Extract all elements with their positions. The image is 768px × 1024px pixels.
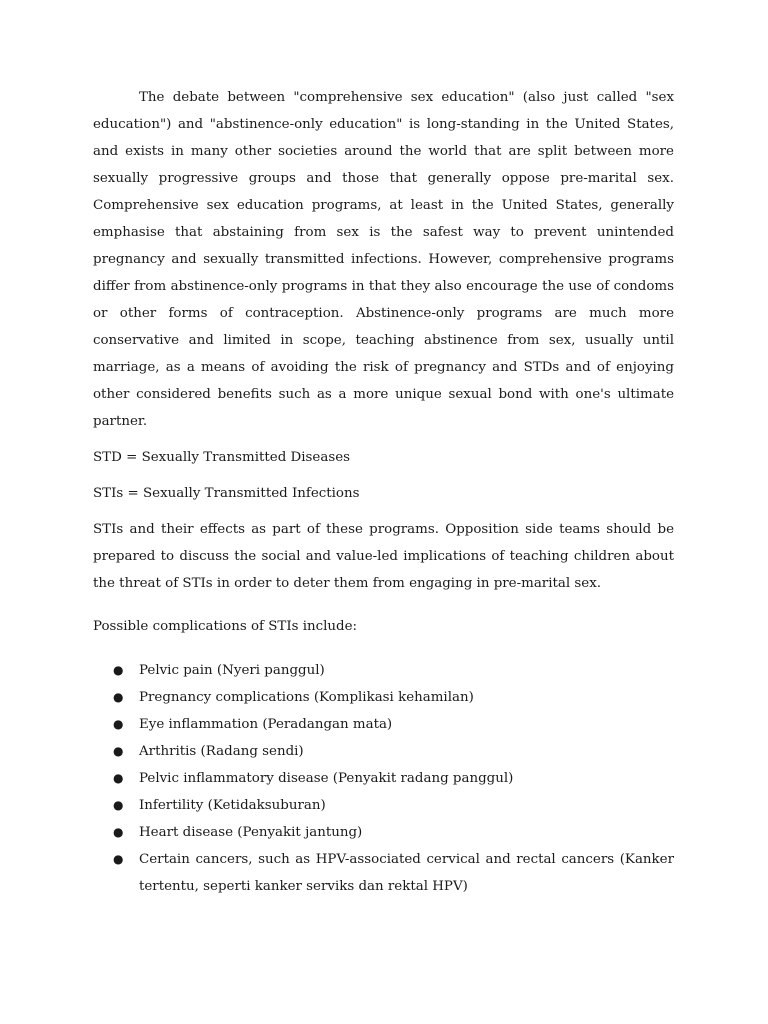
list-item-text: Infertility (Ketidaksuburan)	[139, 798, 326, 813]
list-item	[93, 819, 674, 846]
list-item	[93, 792, 674, 819]
complications-list	[93, 657, 674, 900]
sti-definition: STIs = Sexually Transmitted Infections	[93, 486, 360, 501]
list-item	[93, 657, 674, 684]
bullet-icon: ●	[113, 717, 124, 731]
bullet-icon: ●	[113, 798, 124, 812]
std-definition: STD = Sexually Transmitted Diseases	[93, 450, 350, 465]
list-item-text: Pregnancy complications (Komplikasi kehamilan)	[139, 690, 474, 705]
document-body	[93, 84, 674, 900]
opposition-paragraph: STIs and their effects as part of these programs. Opposition side teams should be prepared to discuss the social and value-led implications of teaching children about the threat of STIs in order to deter them from engaging in pre-marital sex.	[93, 522, 674, 591]
list-item-text: Pelvic pain (Nyeri panggul)	[139, 663, 325, 678]
list-item	[93, 684, 674, 711]
list-item-text: Heart disease (Penyakit jantung)	[139, 825, 363, 840]
list-item	[93, 711, 674, 738]
bullet-icon: ●	[113, 825, 124, 839]
bullet-icon: ●	[113, 744, 124, 758]
bullet-icon: ●	[113, 771, 124, 785]
list-item-text: Eye inflammation (Peradangan mata)	[139, 717, 393, 732]
list-item	[93, 846, 674, 900]
list-item	[93, 765, 674, 792]
bullet-icon: ●	[113, 690, 124, 704]
bullet-icon: ●	[113, 663, 124, 677]
bullet-icon: ●	[113, 852, 124, 866]
list-item-text: Certain cancers, such as HPV-associated cervical and rectal cancers (Kanker tertentu, seperti kanker serviks dan rektal HPV)	[139, 852, 674, 894]
list-item	[93, 738, 674, 765]
list-item-text: Arthritis (Radang sendi)	[139, 744, 304, 759]
complications-intro: Possible complications of STIs include:	[93, 619, 358, 634]
list-item-text: Pelvic inflammatory disease (Penyakit radang panggul)	[139, 771, 514, 786]
intro-paragraph: The debate between "comprehensive sex education" (also just called "sex education") and "abstinence-only education" is long-standing in the United States, and exists in many other societies around the world that are split between more sexually progressive groups and those that generally oppose pre-marital sex. Comprehensive sex education programs, at least in the United States, generally emphasise that abstaining from sex is the safest way to prevent unintended pregnancy and sexually transmitted infections. However, comprehensive programs differ from abstinence-only programs in that they also encourage the use of condoms or other forms of contraception. Abstinence-only programs are much more conservative and limited in scope, teaching abstinence from sex, usually until marriage, as a means of avoiding the risk of pregnancy and STDs and of enjoying other considered benefits such as a more unique sexual bond with one's ultimate partner.	[93, 90, 674, 429]
